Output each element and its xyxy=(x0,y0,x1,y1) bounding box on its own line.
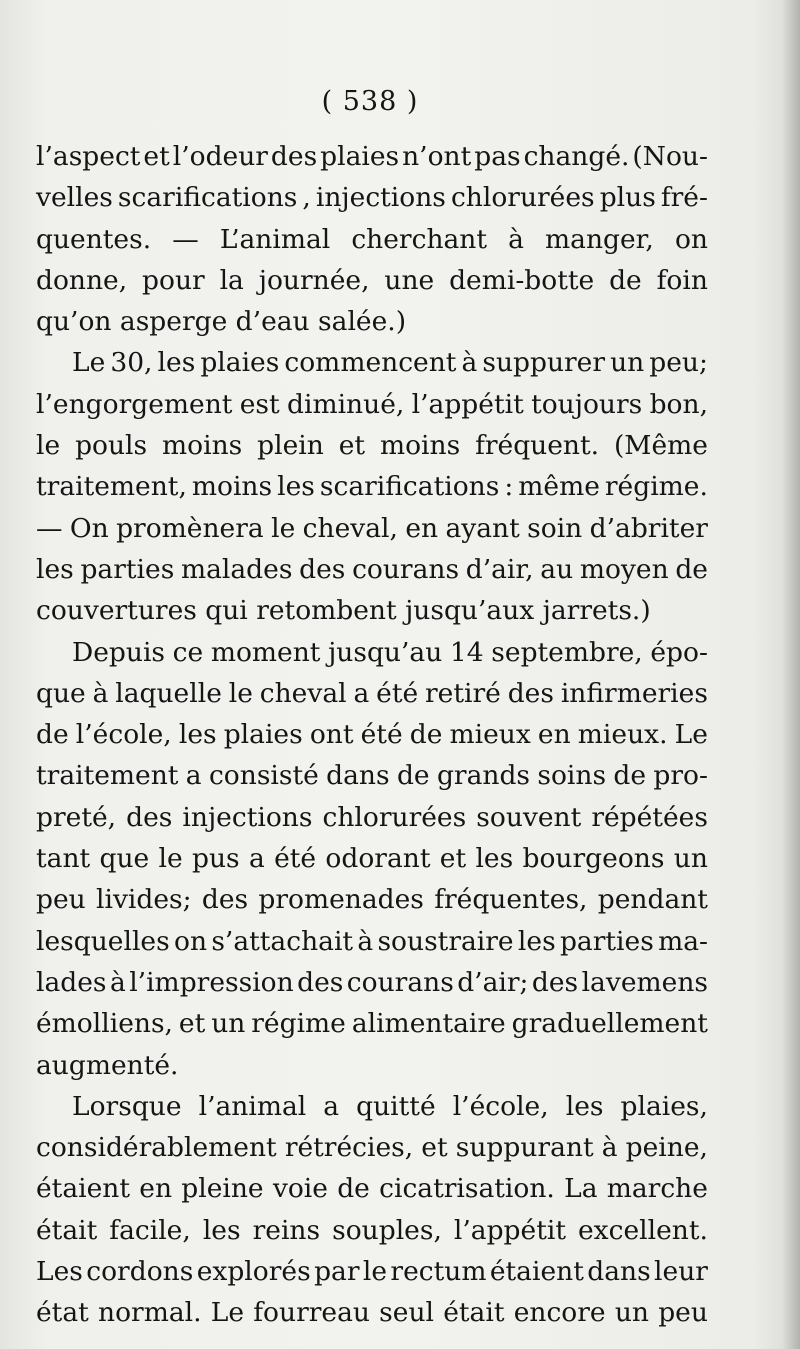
text-line: considérablement rétrécies, et suppurant à peine, xyxy=(36,1132,708,1164)
text-line: traitement, moins les scarifications : même régime. xyxy=(36,471,708,503)
text-line: de l’école, les plaies ont été de mieux en mieux. Le xyxy=(36,719,708,751)
text-line: donne, pour la journée, une demi-botte de foin xyxy=(36,264,708,296)
text-line: les parties malades des courans d’air, au moyen de xyxy=(36,553,708,585)
text-line: velles scarifications , injections chlorurées plus fré- xyxy=(36,182,708,214)
page-number: ( 538 ) xyxy=(321,86,419,117)
text-line: qu’on asperge d’eau salée.) xyxy=(36,306,407,338)
page-edge-shadow xyxy=(782,0,800,1349)
text-line: Depuis ce moment jusqu’au 14 septembre, épo- xyxy=(72,636,708,668)
text-line: Les cordons explorés par le rectum étaient dans leur xyxy=(36,1256,708,1288)
text-line: émolliens, et un régime alimentaire graduellement xyxy=(36,1008,708,1040)
text-line: l’aspect et l’odeur des plaies n’ont pas changé. (Nou- xyxy=(36,141,708,172)
text-line: état normal. Le fourreau seul était encore un peu xyxy=(36,1297,708,1329)
text-line: peu livides; des promenades fréquentes, pendant xyxy=(36,884,708,916)
text-line: quentes. — L’animal cherchant à manger, on xyxy=(36,223,708,255)
text-line: Le 30, les plaies commencent à suppurer un peu; xyxy=(72,347,708,379)
text-line: que à laquelle le cheval a été retiré des infirmeries xyxy=(36,677,708,709)
text-line: lades à l’impression des courans d’air; des lavemens xyxy=(36,966,708,998)
text-line: étaient en pleine voie de cicatrisation. La marche xyxy=(36,1173,708,1205)
text-line: preté, des injections chlorurées souvent répétées xyxy=(36,801,708,833)
text-line: le pouls moins plein et moins fréquent. (Même xyxy=(36,430,708,462)
text-line: l’engorgement est diminué, l’appétit toujours bon, xyxy=(36,388,708,420)
text-line: traitement a consisté dans de grands soins de pro- xyxy=(36,760,708,792)
page-text xyxy=(36,136,708,1334)
text-line: Lorsque l’animal a quitté l’école, les plaies, xyxy=(72,1090,708,1122)
text-line: lesquelles on s’attachait à soustraire les parties ma- xyxy=(36,925,708,957)
text-line: — On promènera le cheval, en ayant soin d’abriter xyxy=(36,512,708,544)
text-line: tant que le pus a été odorant et les bourgeons un xyxy=(36,843,708,875)
text-line: couvertures qui retombent jusqu’aux jarrets.) xyxy=(36,595,651,627)
text-line: était facile, les reins souples, l’appétit excellent. xyxy=(36,1214,708,1246)
text-line: augmenté. xyxy=(36,1049,179,1081)
